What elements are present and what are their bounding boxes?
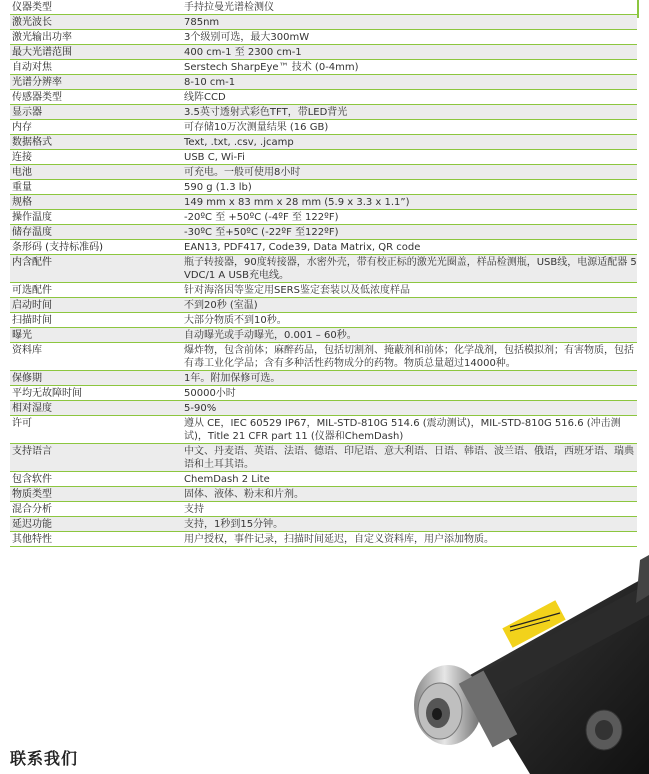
spec-label: 储存温度 (10, 225, 170, 240)
spec-label: 支持语言 (10, 444, 170, 472)
spec-row (10, 517, 637, 532)
spec-row (10, 298, 637, 313)
spec-label: 其他特性 (10, 532, 170, 547)
spec-value: 针对海洛因等鉴定用SERS鉴定套装以及低浓度样品 (170, 283, 637, 298)
spec-value: 590 g (1.3 lb) (170, 180, 637, 195)
spec-label: 资料库 (10, 343, 170, 371)
spec-value: 线阵CCD (170, 90, 637, 105)
spec-row (10, 210, 637, 225)
spec-label: 平均无故障时间 (10, 386, 170, 401)
spec-row (10, 283, 637, 298)
spec-value: 不到20秒 (室温) (170, 298, 637, 313)
spec-row (10, 150, 637, 165)
spec-label: 重量 (10, 180, 170, 195)
spec-row (10, 75, 637, 90)
spec-value: 5-90% (170, 401, 637, 416)
spec-value: ChemDash 2 Lite (170, 472, 637, 487)
spec-label: 曝光 (10, 328, 170, 343)
spec-table-body (10, 0, 637, 547)
spec-row (10, 386, 637, 401)
spec-label: 内存 (10, 120, 170, 135)
spec-row (10, 487, 637, 502)
spec-label: 包含软件 (10, 472, 170, 487)
device-image (410, 555, 649, 774)
spec-label: 显示器 (10, 105, 170, 120)
spec-label: 规格 (10, 195, 170, 210)
spec-value: 自动曝光或手动曝光，0.001 – 60秒。 (170, 328, 637, 343)
spec-value: 3.5英寸透射式彩色TFT，带LED背光 (170, 105, 637, 120)
spec-value: 可充电。一般可使用8小时 (170, 165, 637, 180)
spec-label: 激光波长 (10, 15, 170, 30)
spec-value: 固体、液体、粉末和片剂。 (170, 487, 637, 502)
spec-row (10, 343, 637, 371)
spec-label: 电池 (10, 165, 170, 180)
spec-label: 启动时间 (10, 298, 170, 313)
contact-title: 联系我们 (10, 749, 79, 768)
spec-label: 激光输出功率 (10, 30, 170, 45)
spec-value: 支持，1秒到15分钟。 (170, 517, 637, 532)
spec-value: Serstech SharpEye™ 技术 (0-4mm) (170, 60, 637, 75)
spec-label: 可选配件 (10, 283, 170, 298)
spec-label: 混合分析 (10, 502, 170, 517)
spec-label: 传感器类型 (10, 90, 170, 105)
spec-value: 400 cm-1 至 2300 cm-1 (170, 45, 637, 60)
spec-label: 相对湿度 (10, 401, 170, 416)
spec-value: 支持 (170, 502, 637, 517)
spec-row (10, 255, 637, 283)
spec-row (10, 165, 637, 180)
spec-label: 最大光谱范围 (10, 45, 170, 60)
spec-value: 可存储10万次测量结果 (16 GB) (170, 120, 637, 135)
spec-row (10, 120, 637, 135)
spec-label: 操作温度 (10, 210, 170, 225)
spec-row (10, 225, 637, 240)
spec-label: 许可 (10, 416, 170, 444)
spec-value: 785nm (170, 15, 637, 30)
spec-row (10, 60, 637, 75)
spec-row (10, 313, 637, 328)
spec-row (10, 180, 637, 195)
spec-row (10, 401, 637, 416)
spec-value: 50000小时 (170, 386, 637, 401)
spec-value: 149 mm x 83 mm x 28 mm (5.9 x 3.3 x 1.1”) (170, 195, 637, 210)
spec-row (10, 195, 637, 210)
spec-value: -20ºC 至 +50ºC (-4ºF 至 122ºF) (170, 210, 637, 225)
spec-value: -30ºC 至+50ºC (-22ºF 至122ºF) (170, 225, 637, 240)
spec-row (10, 90, 637, 105)
spec-row (10, 472, 637, 487)
spec-row (10, 105, 637, 120)
spec-row (10, 502, 637, 517)
spec-label: 扫描时间 (10, 313, 170, 328)
spec-row (10, 15, 637, 30)
spec-value: 遵从 CE，IEC 60529 IP67，MIL-STD-810G 514.6 (震动测试)，MIL-STD-810G 516.6 (冲击测试)，Title 21 CFR part 11 (仪器和ChemDash) (170, 416, 637, 444)
spec-row (10, 328, 637, 343)
spec-row (10, 240, 637, 255)
spec-label: 数据格式 (10, 135, 170, 150)
spec-value: 大部分物质不到10秒。 (170, 313, 637, 328)
spec-value: 瓶子转接器，90度转接器，水密外壳，带有校正标的激光光圈盖，样品检测瓶，USB线，电源适配器 5 VDC/1 A USB充电线。 (170, 255, 637, 283)
spec-table (10, 0, 637, 547)
accent-line (637, 0, 639, 18)
spec-label: 保修期 (10, 371, 170, 386)
spec-value: USB C, Wi-Fi (170, 150, 637, 165)
spec-label: 自动对焦 (10, 60, 170, 75)
spec-row (10, 416, 637, 444)
spec-label: 内含配件 (10, 255, 170, 283)
spec-row (10, 30, 637, 45)
spec-value: 中文、丹麦语、英语、法语、德语、印尼语、意大利语、日语、韩语、波兰语、俄语，西班牙语、瑞典语和土耳其语。 (170, 444, 637, 472)
spec-label: 物质类型 (10, 487, 170, 502)
spec-value: 3个级别可选，最大300mW (170, 30, 637, 45)
spec-label: 仪器类型 (10, 0, 170, 15)
spec-value: 1年。附加保修可选。 (170, 371, 637, 386)
spec-label: 条形码 (支持标准码) (10, 240, 170, 255)
spec-label: 延迟功能 (10, 517, 170, 532)
spec-row (10, 0, 637, 15)
spec-value: 用户授权，事件记录，扫描时间延迟，自定义资料库，用户添加物质。 (170, 532, 637, 547)
spec-value: EAN13, PDF417, Code39, Data Matrix, QR code (170, 240, 637, 255)
spec-value: 手持拉曼光谱检测仪 (170, 0, 637, 15)
spec-label: 连接 (10, 150, 170, 165)
spec-value: 8-10 cm-1 (170, 75, 637, 90)
spec-row (10, 444, 637, 472)
spec-value: Text, .txt, .csv, .jcamp (170, 135, 637, 150)
spec-row (10, 371, 637, 386)
spec-row (10, 135, 637, 150)
spec-value: 爆炸物，包含前体；麻醉药品，包括切割剂、掩蔽剂和前体；化学战剂，包括模拟剂；有害物质，包括有毒工业化学品；含有多种活性药物成分的药物。物质总量超过14000种。 (170, 343, 637, 371)
spec-label: 光谱分辨率 (10, 75, 170, 90)
spec-row (10, 45, 637, 60)
spec-row (10, 532, 637, 547)
